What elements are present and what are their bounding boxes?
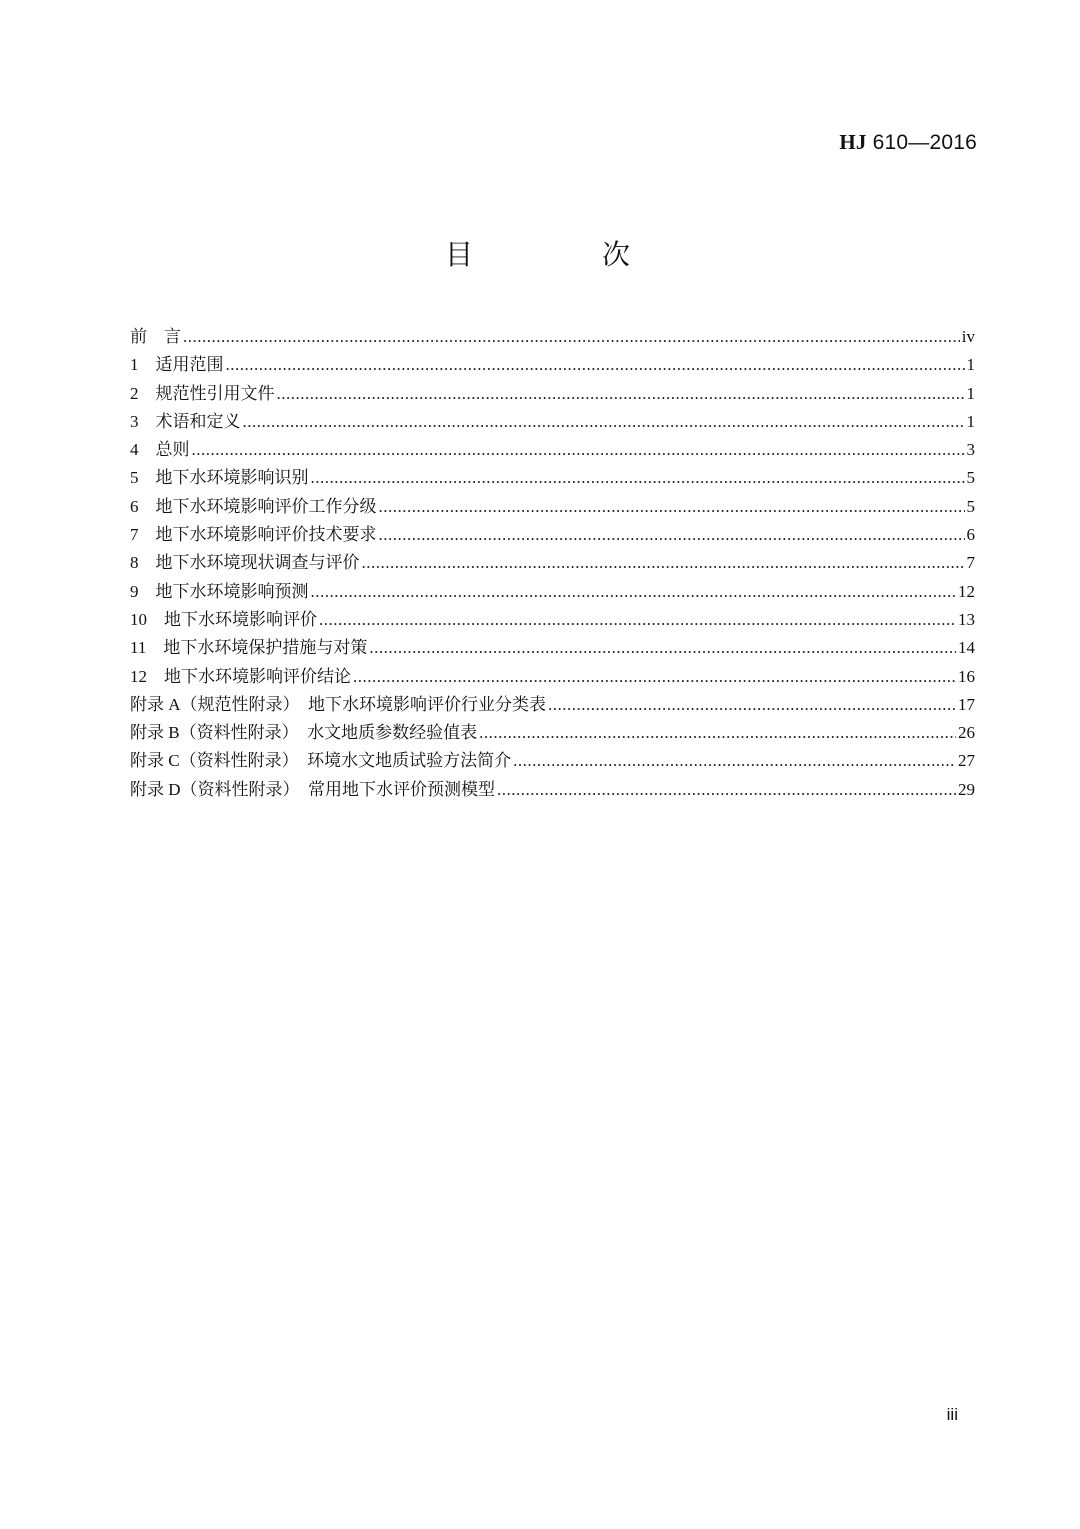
standard-number: 610—2016 bbox=[872, 131, 977, 154]
toc-leader-dots bbox=[479, 719, 956, 747]
toc-entry-label: 附录 B（资料性附录） 水文地质参数经验值表 bbox=[130, 723, 478, 743]
toc-entry-page: 1 bbox=[966, 355, 975, 375]
toc-entry-label: 10 地下水环境影响评价 bbox=[130, 609, 317, 629]
toc-leader-dots bbox=[311, 578, 957, 606]
toc-entry-label: 3 术语和定义 bbox=[130, 411, 241, 431]
toc-leader-dots bbox=[277, 380, 965, 408]
toc-entry[interactable] bbox=[130, 323, 975, 351]
toc-leader-dots bbox=[319, 606, 956, 634]
toc-entry[interactable] bbox=[130, 436, 975, 464]
toc-entry-page: 3 bbox=[966, 440, 975, 460]
toc-leader-dots bbox=[369, 634, 956, 662]
toc-entry[interactable] bbox=[130, 380, 975, 408]
toc-entry[interactable] bbox=[130, 464, 975, 492]
toc-leader-dots bbox=[379, 521, 965, 549]
toc-entry[interactable] bbox=[130, 691, 975, 719]
toc-entry-label: 前 言 bbox=[130, 327, 181, 346]
toc-entry-label: 1 适用范围 bbox=[130, 355, 224, 375]
toc-entry-page: 12 bbox=[958, 581, 975, 601]
toc-entry-label: 12 地下水环境影响评价结论 bbox=[130, 666, 351, 686]
toc-entry-page: 5 bbox=[966, 496, 975, 516]
toc-entry[interactable] bbox=[130, 578, 975, 606]
toc-entry-page: 5 bbox=[966, 468, 975, 488]
toc-entry-page: 6 bbox=[966, 525, 975, 545]
toc-entry[interactable] bbox=[130, 408, 975, 436]
standard-code bbox=[839, 130, 977, 155]
toc-leader-dots bbox=[497, 776, 956, 804]
standard-prefix: HJ bbox=[839, 130, 867, 154]
toc-leader-dots bbox=[513, 747, 956, 775]
toc-entry-label: 附录 C（资料性附录） 环境水文地质试验方法简介 bbox=[130, 751, 512, 771]
toc-leader-dots bbox=[353, 663, 956, 691]
toc-entry[interactable] bbox=[130, 521, 975, 549]
toc-entry-page: 27 bbox=[958, 751, 975, 771]
toc-entry-label: 附录 D（资料性附录） 常用地下水评价预测模型 bbox=[130, 779, 496, 799]
toc-entry-page: 1 bbox=[966, 411, 975, 431]
toc-entry[interactable] bbox=[130, 351, 975, 379]
toc-leader-dots bbox=[183, 323, 960, 351]
toc-entry[interactable] bbox=[130, 776, 975, 804]
toc-entry[interactable] bbox=[130, 493, 975, 521]
toc-entry[interactable] bbox=[130, 747, 975, 775]
toc-entry-page: iv bbox=[961, 327, 975, 346]
table-of-contents bbox=[130, 323, 975, 804]
toc-entry[interactable] bbox=[130, 549, 975, 577]
toc-leader-dots bbox=[243, 408, 965, 436]
toc-entry-label: 5 地下水环境影响识别 bbox=[130, 468, 309, 488]
toc-entry-label: 4 总则 bbox=[130, 440, 190, 460]
toc-entry-label: 附录 A（规范性附录） 地下水环境影响评价行业分类表 bbox=[130, 694, 547, 714]
toc-entry[interactable] bbox=[130, 606, 975, 634]
toc-leader-dots bbox=[226, 351, 965, 379]
toc-entry-page: 16 bbox=[958, 666, 975, 686]
page-title: 目 次 bbox=[445, 238, 690, 271]
toc-leader-dots bbox=[362, 549, 965, 577]
toc-entry-page: 26 bbox=[958, 723, 975, 743]
toc-leader-dots bbox=[379, 493, 965, 521]
toc-entry-label: 8 地下水环境现状调查与评价 bbox=[130, 553, 360, 573]
toc-entry[interactable] bbox=[130, 634, 975, 662]
toc-leader-dots bbox=[192, 436, 965, 464]
toc-entry[interactable] bbox=[130, 663, 975, 691]
toc-entry-label: 6 地下水环境影响评价工作分级 bbox=[130, 496, 377, 516]
toc-entry-label: 7 地下水环境影响评价技术要求 bbox=[130, 525, 377, 545]
toc-leader-dots bbox=[311, 464, 965, 492]
toc-entry-page: 17 bbox=[958, 694, 975, 714]
toc-entry-page: 29 bbox=[958, 779, 975, 799]
toc-entry-label: 11 地下水环境保护措施与对策 bbox=[130, 638, 368, 658]
toc-entry-page: 14 bbox=[958, 638, 975, 658]
toc-entry[interactable] bbox=[130, 719, 975, 747]
toc-leader-dots bbox=[548, 691, 956, 719]
toc-entry-label: 9 地下水环境影响预测 bbox=[130, 581, 309, 601]
toc-entry-page: 1 bbox=[966, 383, 975, 403]
toc-entry-page: 13 bbox=[958, 609, 975, 629]
page-number: iii bbox=[946, 1405, 958, 1424]
toc-entry-label: 2 规范性引用文件 bbox=[130, 383, 275, 403]
toc-entry-page: 7 bbox=[966, 553, 975, 573]
